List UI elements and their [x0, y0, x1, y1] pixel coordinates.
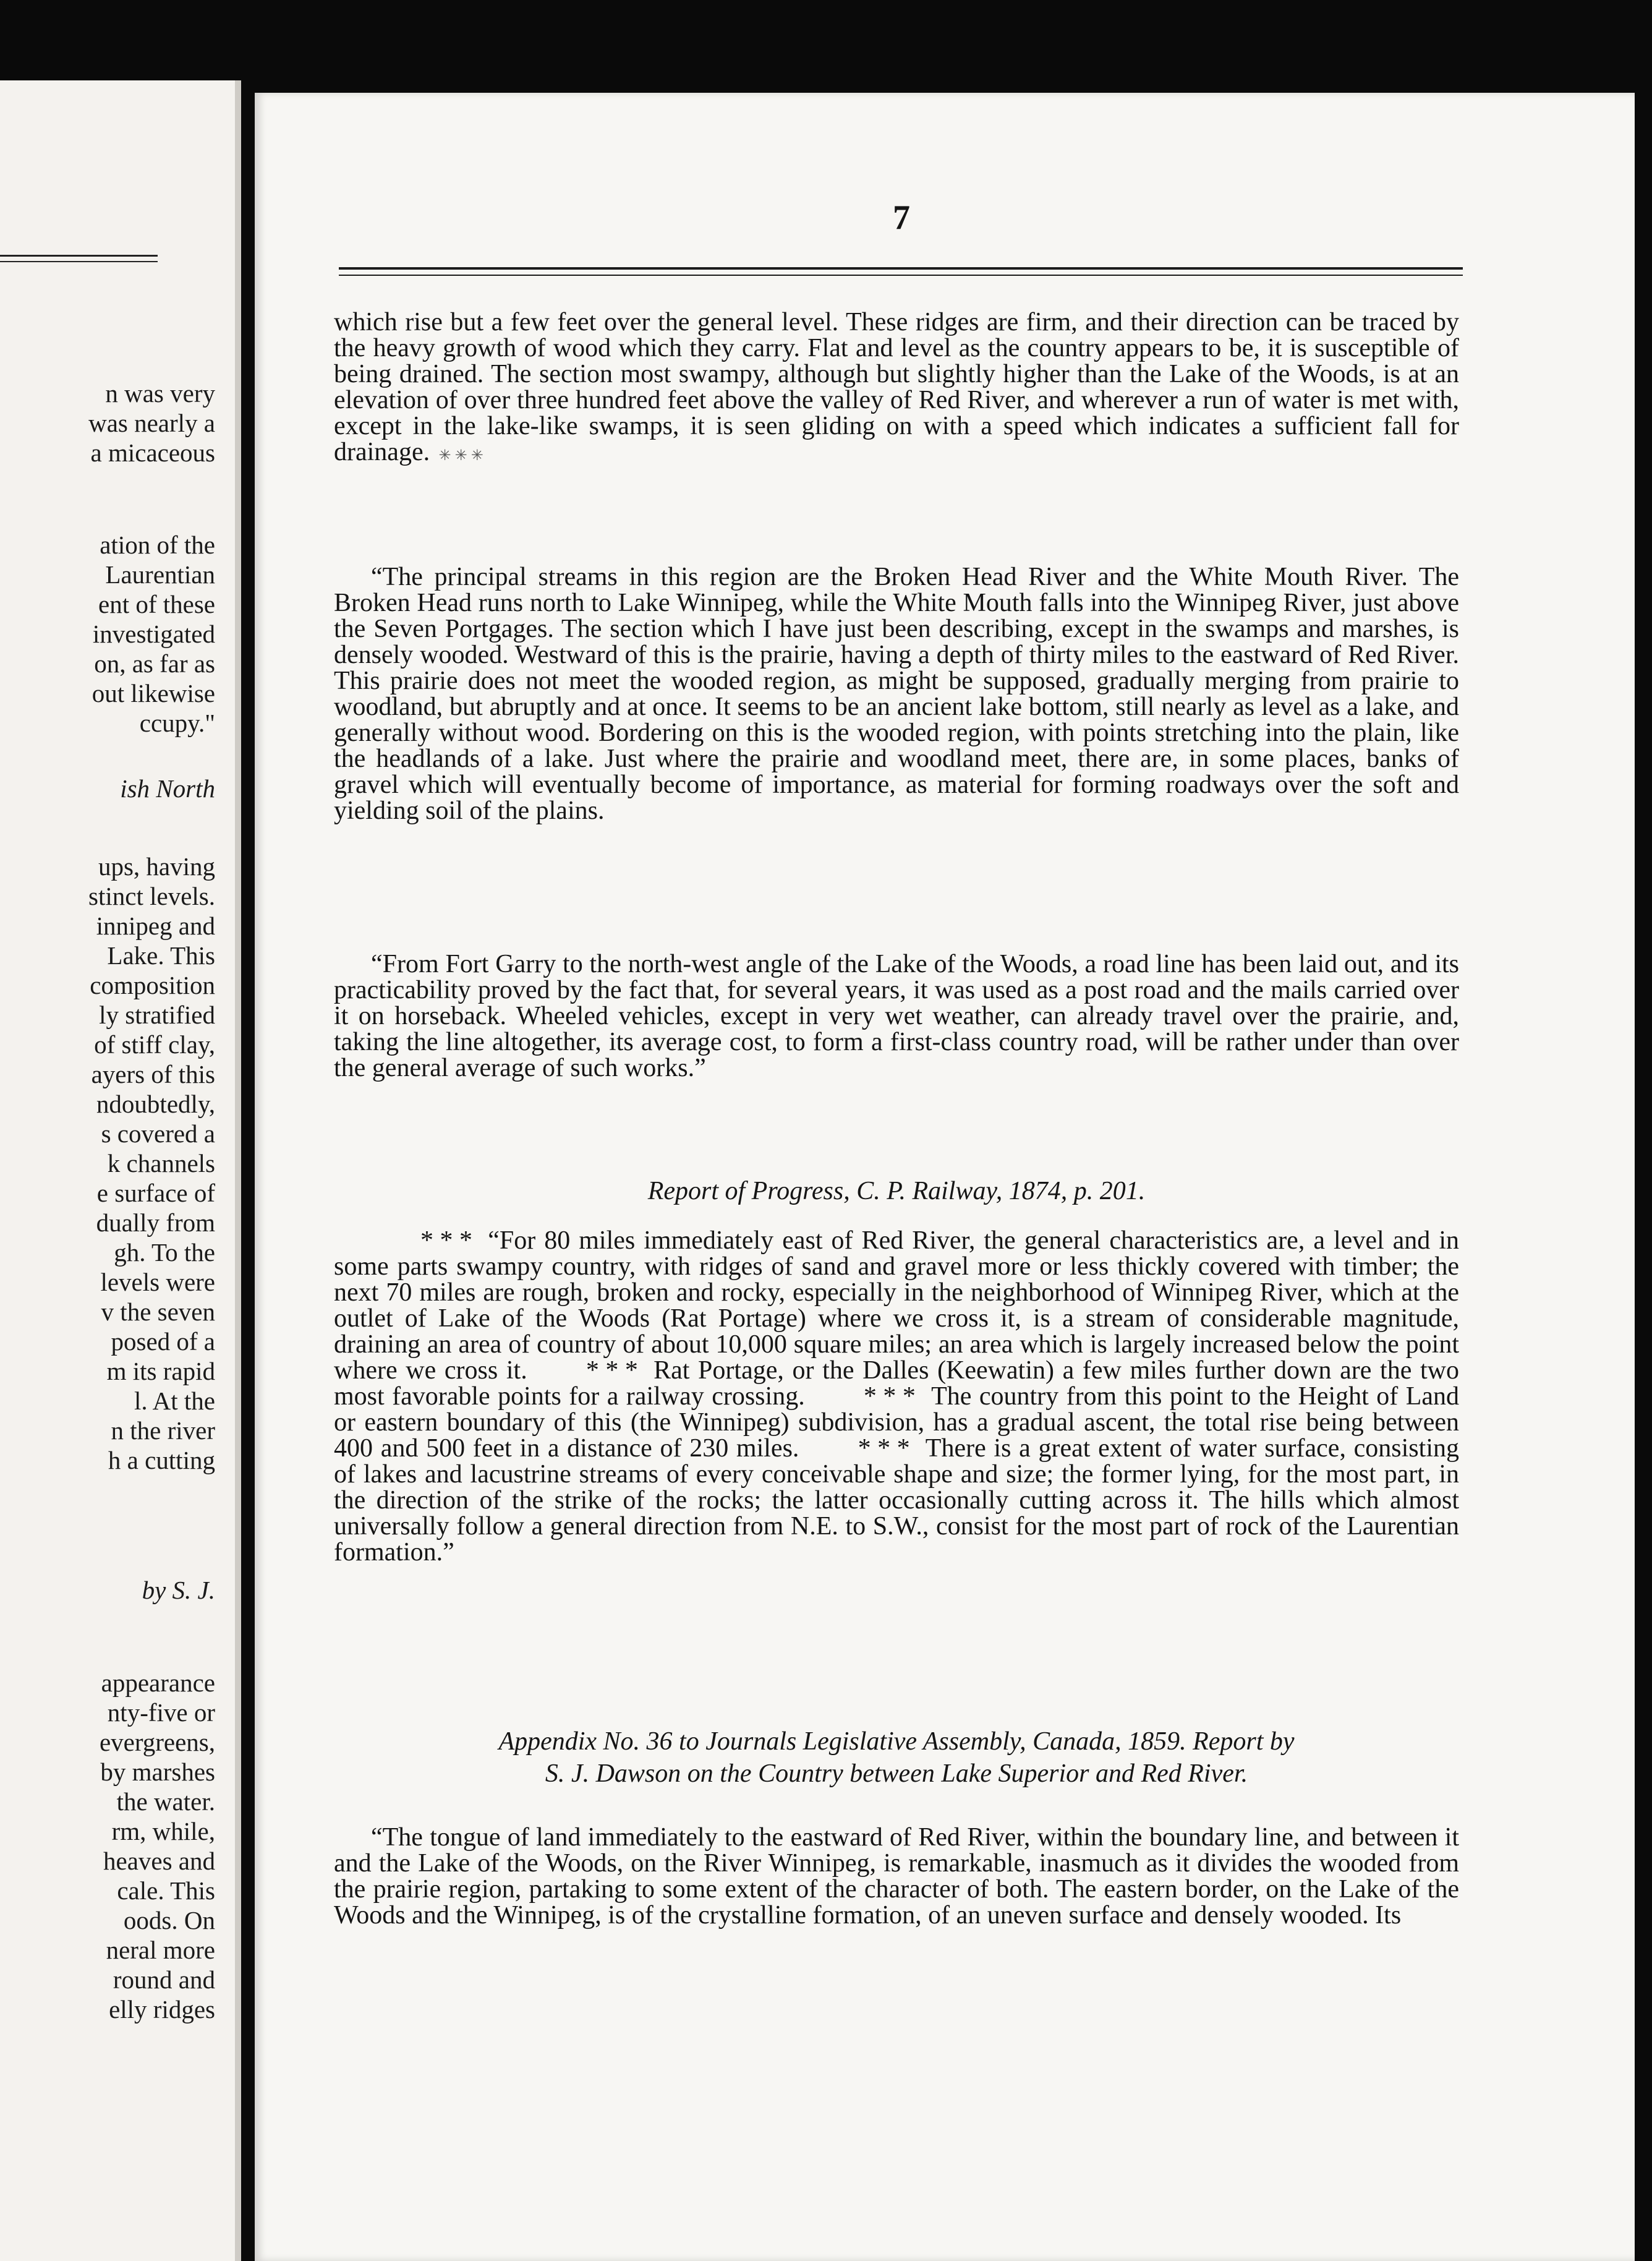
left-page-line: ayers of this	[91, 1060, 215, 1088]
left-page-line: v the seven	[101, 1297, 215, 1326]
left-page-header-rule-2	[0, 261, 158, 262]
stars-separator: * * *	[863, 1382, 916, 1411]
left-page-line: a micaceous	[90, 438, 215, 467]
paragraph-tongue-of-land	[334, 1824, 1459, 1928]
left-page-line: appearance	[101, 1669, 215, 1697]
citation-line: S. J. Dawson on the Country between Lake Superior and Red River.	[545, 1759, 1248, 1788]
citation-report-of-progress: Report of Progress, C. P. Railway, 1874, p. 201.	[647, 1177, 1146, 1205]
left-page-line: investigated	[92, 620, 215, 648]
left-page-line: gh. To the	[114, 1238, 215, 1267]
left-page-line: n was very	[105, 379, 215, 408]
left-page-line: by S. J.	[142, 1576, 215, 1604]
left-page-line: k channels	[107, 1149, 215, 1178]
paragraph-text: which rise but a few feet over the general level. These ridges are firm, and their direction can be traced by the heavy growth of wood which they carry. Flat and level as the country appears to be, it is susceptible of being drained. The section most swampy, although but slightly higher than the Lake of the Woods, is at an elevation of over three hundred feet above the valley of Red River, and wherever a run of water is met with, except in the lake-like swamps, it is seen gliding on with a speed which indicates a sufficient fall for drainage.	[334, 308, 1459, 466]
paragraph-text: “The principal streams in this region are the Broken Head River and the White Mouth River. The Broken Head runs north to Lake Winnipeg, while the White Mouth falls into the Winnipeg River, just above the Seven Portgages. The section which I have just been describing, except in the swamps and marshes, is densely wooded. Westward of this is the prairie, having a depth of thirty miles to the eastward of Red River. This prairie does not meet the wooded region, as might be supposed, gradually merging from prairie to woodland, but abruptly and at once. It seems to be an ancient lake bottom, still nearly as level as a lake, and generally without wood. Bordering on this is the wooded region, with points stretching into the plain, like the headlands of a lake. Just where the prairie and woodland meet, there are, in some places, banks of gravel which will eventually become of importance, as material for forming roadways over the soft and yielding soil of the plains.	[334, 563, 1459, 825]
left-facing-page	[0, 80, 241, 2261]
left-page-line: innipeg and	[96, 912, 215, 940]
left-page-line: elly ridges	[109, 1995, 215, 2024]
header-rule-thin	[339, 275, 1463, 276]
left-page-line: ation of the	[100, 531, 215, 559]
left-page-line: rm, while,	[111, 1817, 215, 1845]
citation-appendix-36	[334, 1725, 1459, 1790]
left-page-header-rule	[0, 255, 158, 257]
left-page-line: ndoubtedly,	[96, 1090, 215, 1118]
left-page-line: neral more	[106, 1936, 215, 1964]
left-page-line: stinct levels.	[88, 882, 215, 910]
left-page-line: oods. On	[123, 1906, 215, 1934]
paragraph-text: “The tongue of land immediately to the eastward of Red River, within the boundary line, and between it and the Lake of the Woods, on the River Winnipeg, is remarkable, inasmuch as it divides the wooded from the prairie region, partaking to some extent of the character of both. The eastern border, on the Lake of the Woods and the Winnipeg, is of the crystalline formation, of an uneven surface and densely wooded. Its	[334, 1823, 1459, 1930]
left-page-line: nty-five or	[107, 1698, 215, 1727]
stars-separator: * * *	[420, 1226, 472, 1255]
paragraph-text: The country from this point to the Height of Land or eastern boundary of this (the Winnipeg) subdivision, has a gradual ascent, the total rise being between 400 and 500 feet in a distance of 230 miles.	[334, 1382, 1459, 1463]
paragraph-principal-streams	[334, 564, 1459, 824]
left-page-line: n the river	[111, 1416, 215, 1445]
left-page-line: composition	[90, 971, 215, 999]
left-page-line: s covered a	[101, 1119, 215, 1148]
paragraph-text: Rat Portage, or the Dalles (Keewatin) a few miles further down are the two most favorable points for a railway crossing.	[334, 1356, 1459, 1411]
left-page-line: ly stratified	[99, 1001, 215, 1029]
left-page-line: the water.	[116, 1787, 215, 1816]
ellipsis-stars: ✳ ✳ ✳	[438, 448, 483, 464]
page-number: 7	[893, 199, 910, 237]
left-page-line: by marshes	[100, 1758, 215, 1786]
left-page-line: Laurentian	[105, 560, 215, 589]
left-page-line: posed of a	[111, 1327, 215, 1356]
paragraph-80-miles	[334, 1228, 1459, 1565]
left-page-line: ccupy."	[139, 709, 215, 737]
paragraph-text: “For 80 miles immediately east of Red River, the general characteristics are, a level and in some parts swampy country, with ridges of sand and gravel more or less thickly covered with timber; the next 70 miles are rough, broken and rocky, especially in the neighborhood of Winnipeg River, which at the outlet of Lake of the Woods (Rat Portage) where we cross it, is a stream of considerable magnitude, draining an area of country of about 10,000 square miles; an area which is largely increased below the point where we cross it.	[334, 1226, 1459, 1385]
left-page-line: Lake. This	[107, 941, 215, 970]
left-page-line: ups, having	[98, 852, 215, 881]
paragraph-ridges	[334, 309, 1459, 469]
left-page-line: on, as far as	[94, 649, 215, 678]
paragraph-fort-garry	[334, 951, 1459, 1081]
left-page-line: out likewise	[92, 679, 215, 707]
left-page-line: m its rapid	[106, 1357, 215, 1385]
left-page-line: e surface of	[96, 1179, 215, 1207]
left-page-line: l. At the	[134, 1387, 215, 1415]
paragraph-text: “From Fort Garry to the north-west angle of the Lake of the Woods, a road line has been laid out, and its practicability proved by the fact that, for several years, it was used as a post road and the mails carried over it on horseback. Wheeled vehicles, except in very wet weather, can already travel over the prairie, and, taking the line altogether, its average cost, to form a first-class country road, will be rather under than over the general average of such works.”	[334, 950, 1459, 1082]
left-page-line: cale. This	[117, 1876, 215, 1905]
left-page-line: h a cutting	[108, 1446, 215, 1474]
paragraph-text: There is a great extent of water surface, consisting of lakes and lacustrine streams of every conceivable shape and size; the former lying, for the most part, in the direction of the strike of the rocks; the latter occasionally cutting across it. The hills which almost universally follow a general direction from N.E. to S.W., consist for the most part of rock of the Laurentian formation.”	[334, 1434, 1459, 1566]
header-rule	[339, 267, 1463, 270]
left-page-line: evergreens,	[99, 1728, 215, 1756]
left-page-line: heaves and	[103, 1847, 215, 1875]
left-page-line: levels were	[100, 1268, 215, 1296]
left-page-line: of stiff clay,	[94, 1030, 215, 1059]
left-page-line: dually from	[96, 1208, 215, 1237]
left-page-line: ish North	[120, 774, 215, 803]
left-page-line: ent of these	[98, 590, 215, 618]
stars-separator: * * *	[858, 1434, 910, 1463]
left-page-line: was nearly a	[88, 409, 215, 437]
stars-separator: * * *	[585, 1356, 638, 1385]
left-page-line: round and	[113, 1965, 215, 1994]
citation-line: Appendix No. 36 to Journals Legislative Assembly, Canada, 1859. Report by	[498, 1727, 1295, 1756]
